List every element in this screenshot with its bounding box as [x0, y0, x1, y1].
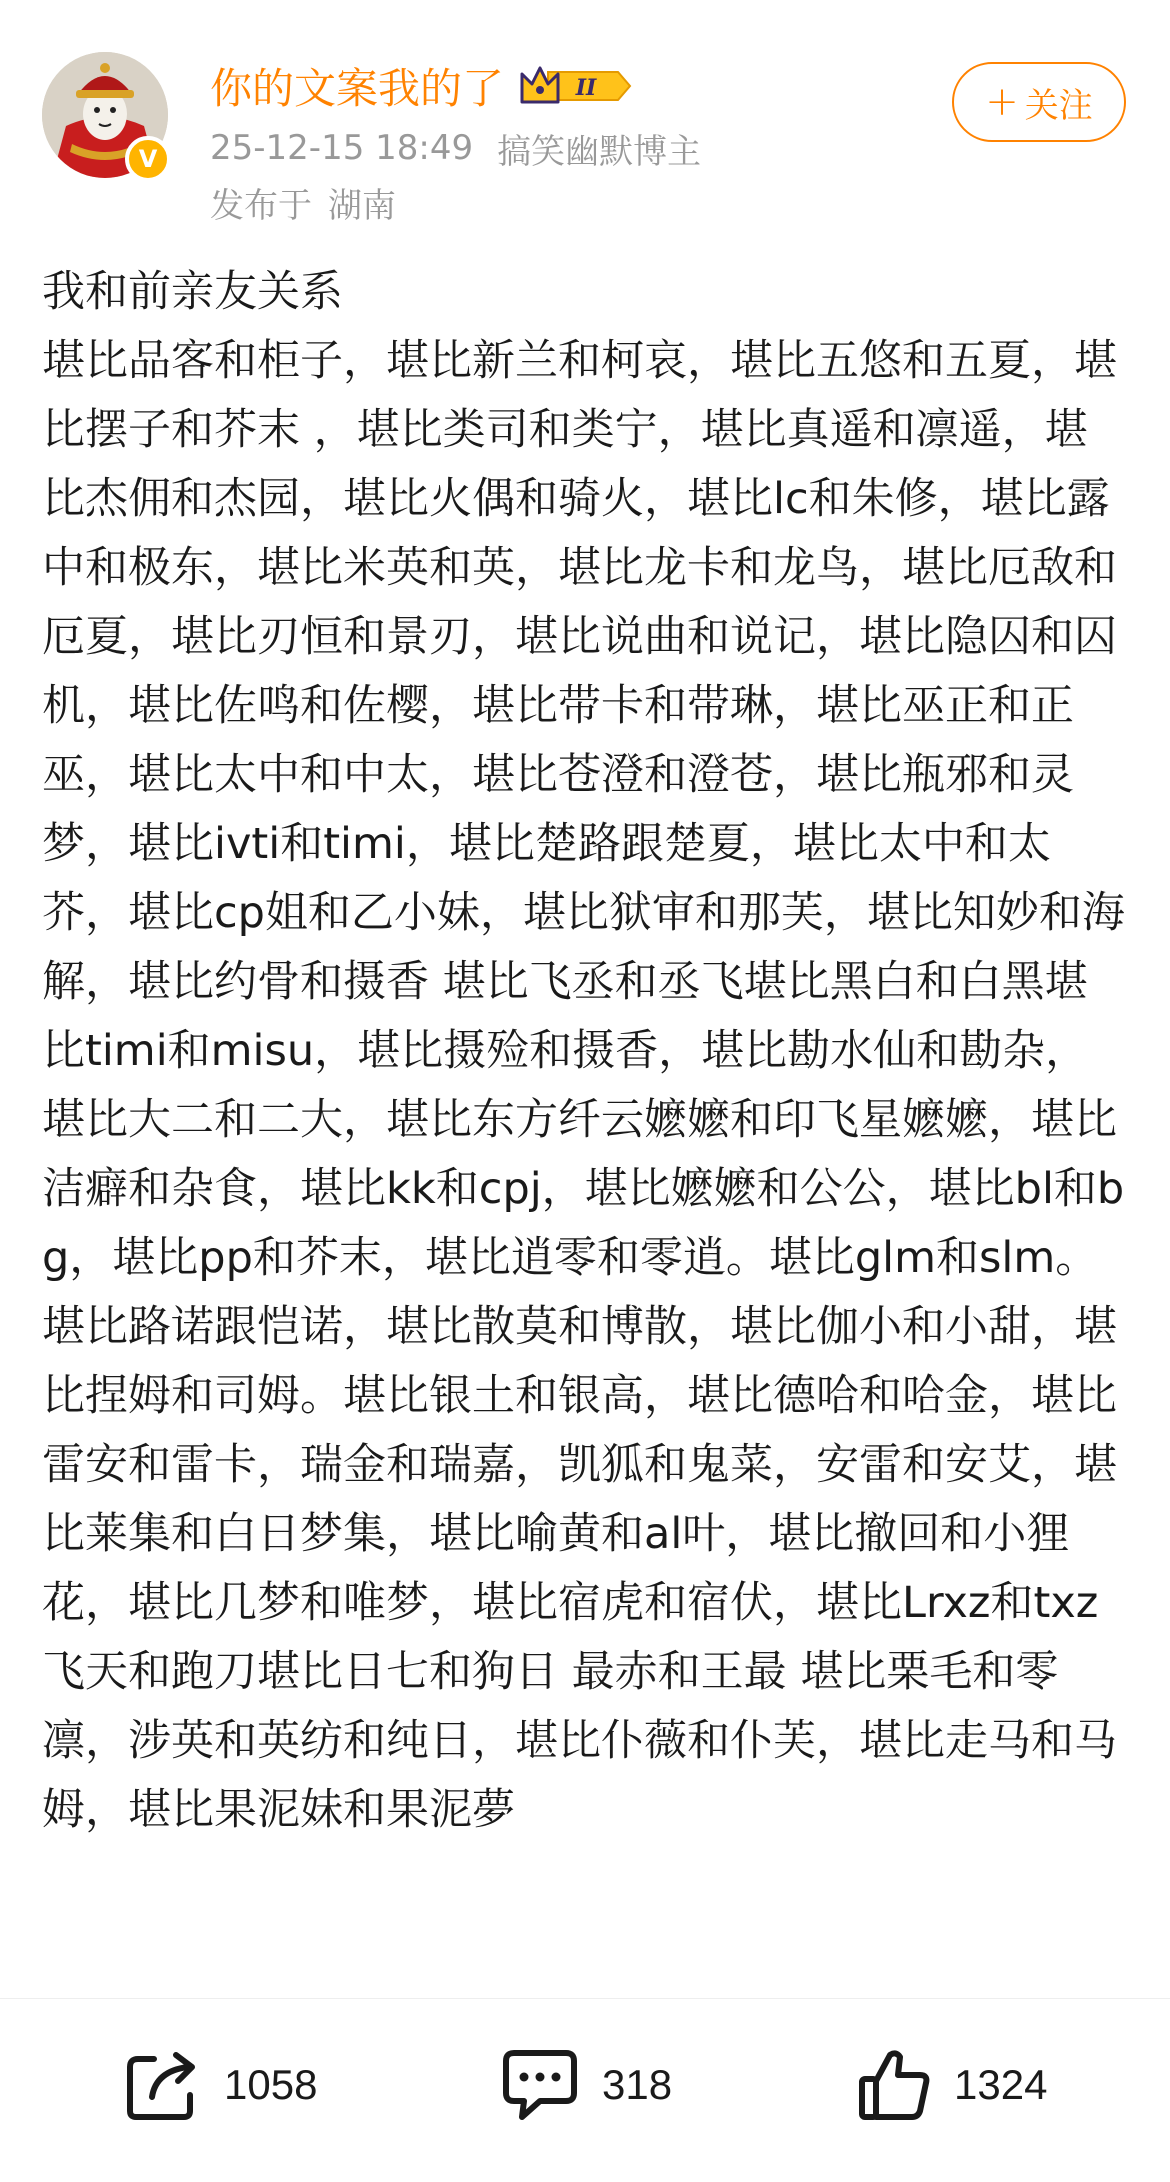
comment-count: 318	[602, 2061, 673, 2108]
like-count: 1324	[954, 2061, 1048, 2108]
plus-icon: +	[985, 79, 1019, 125]
level-badge-label: II	[575, 75, 597, 101]
follow-button[interactable]	[952, 62, 1126, 142]
user-tag[interactable]: 搞笑幽默博主	[497, 131, 702, 172]
post-text[interactable]: 我和前亲友关系 堪比品客和柜子，堪比新兰和柯哀，堪比五悠和五夏，堪比摆子和芥末 ，堪比类司和类宁，堪比真遥和凛遥，堪比杰佣和杰园，堪比火偶和骑火，堪比lc和朱修，堪比露中和极东，堪比米英和英，堪比龙卡和龙鸟，堪比厄敌和厄夏，堪比刃恒和景刃，堪比说曲和说记，堪比隐囚和囚机，堪比佐鸣和佐樱，堪比带卡和带琳，堪比巫正和正巫，堪比太中和中太，堪比苍澄和澄苍，堪比瓶邪和灵梦，堪比ivti和timi，堪比楚路跟楚夏，堪比太中和太芥，堪比cp姐和乙小妹，堪比狱审和那芙，堪比知妙和海解，堪比约骨和摄香 堪比飞丞和丞飞堪比黑白和白黑堪比timi和misu，堪比摄殓和摄香，堪比勘水仙和勘杂，堪比大二和二大，堪比东方纤云嬷嬷和印飞星嬷嬷，堪比洁癖和杂食，堪比kk和cpj，堪比嬷嬷和公公，堪比bl和bg，堪比pp和芥末，堪比逍零和零逍。堪比glm和slm。堪比路诺跟恺诺，堪比散莫和博散，堪比伽小和小甜，堪比捏姆和司姆。堪比银土和银高，堪比德哈和哈金，堪比雷安和雷卡，瑞金和瑞嘉，凯狐和鬼菜，安雷和安艾，堪比莱集和白日梦集，堪比喻黄和al叶，堪比撤回和小狸花，堪比几梦和唯梦，堪比宿虎和宿伏，堪比Lrxz和txz 飞天和跑刀堪比日七和狗日 最赤和王最 堪比栗毛和零凛，涉英和英纺和纯日，堪比仆薇和仆芙，堪比走马和马姆，堪比果泥妹和果泥夢	[42, 267, 1125, 1835]
thumbs-up-icon	[856, 2047, 932, 2123]
repost-count: 1058	[224, 2061, 318, 2108]
repost-icon	[124, 2049, 202, 2121]
repost-button[interactable]	[124, 2043, 317, 2127]
crown-level-badge-icon[interactable]	[518, 62, 636, 110]
follow-label: 关注	[1024, 85, 1093, 126]
username-row	[210, 56, 636, 116]
location-prefix: 发布于	[210, 185, 312, 226]
post-meta	[210, 124, 701, 172]
post-timestamp: 25-12-15 18:49	[210, 128, 474, 168]
post-location	[210, 178, 396, 226]
comment-icon	[500, 2047, 580, 2123]
comment-button[interactable]	[500, 2043, 672, 2127]
verified-badge-icon: V	[125, 136, 171, 182]
like-button[interactable]	[856, 2043, 1047, 2127]
location-name: 湖南	[328, 185, 396, 226]
username[interactable]: 你的文案我的了	[210, 64, 505, 113]
post-header	[0, 0, 1170, 235]
post-content	[42, 258, 1128, 1998]
action-bar	[0, 1998, 1170, 2182]
